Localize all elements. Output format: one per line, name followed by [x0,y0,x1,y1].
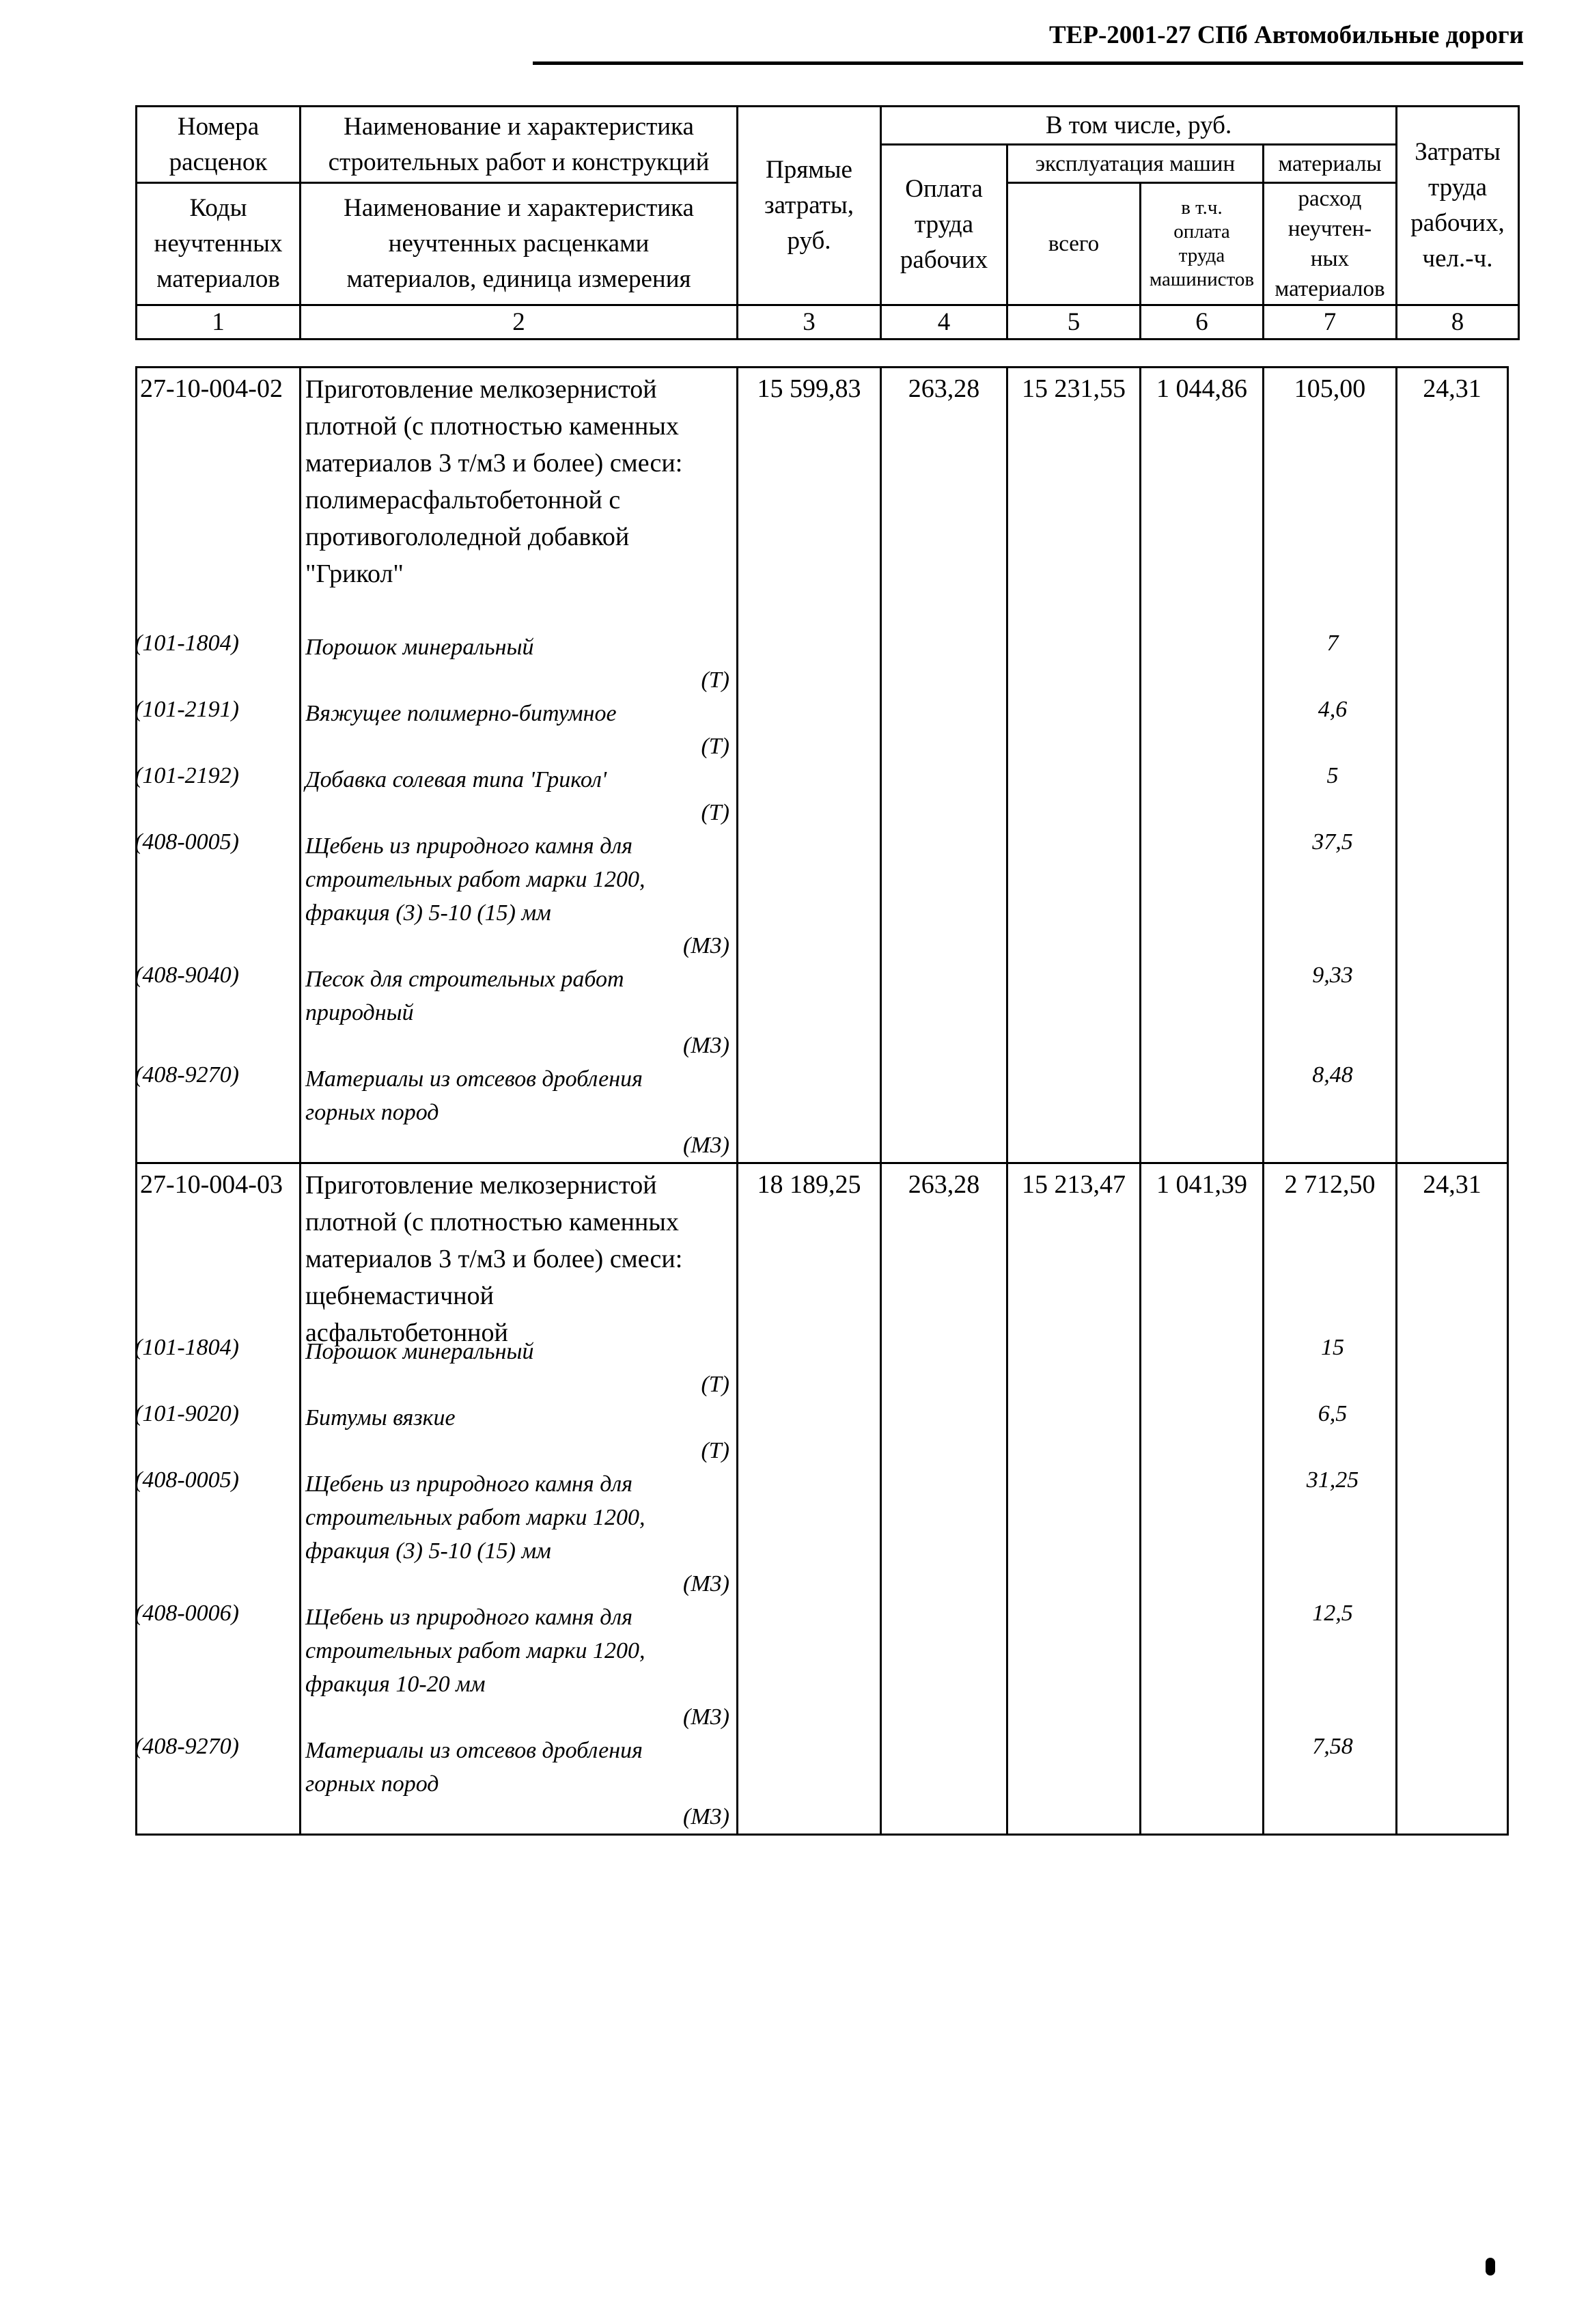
rate-row [137,368,1508,1163]
rate-code: 27-10-004-03 [140,1170,283,1199]
col-rate-number [137,107,301,183]
header-line: рабочих [900,246,988,274]
rate-name-line: Приготовление мелкозернистой [305,1171,657,1200]
header-line: расценок [169,148,268,176]
material-item [135,1335,1344,1401]
material-unit: (М3) [683,933,729,958]
header-line: чел.-ч. [1422,245,1493,273]
machines-total: 15 213,47 [1022,1170,1126,1199]
material-name-line: строительных работ марки 1200, [305,1505,645,1530]
material-item [135,1062,1353,1162]
machinists-pay: 1 041,39 [1156,1170,1247,1199]
col-unaccounted-materials [1264,183,1397,305]
header-line: Затраты [1415,138,1501,166]
rate-name-line: асфальтобетонной [305,1318,508,1347]
material-unit: (Т) [701,1438,729,1463]
material-name-line: Материалы из отсевов дробления [305,1738,643,1763]
material-unit: (М3) [683,1033,729,1058]
col-work-name [301,107,738,183]
material-name-line: Порошок минеральный [305,635,534,660]
material-name-line: строительных работ марки 1200, [305,1638,645,1663]
material-quantity: 7,58 [1312,1734,1353,1759]
labor-hours-cell [1397,1163,1508,1835]
header-line: труда [914,210,974,238]
header-line: машинистов [1149,268,1255,290]
labor-pay-cell [881,368,1007,1163]
header-line: Наименование и характеристика [344,112,694,141]
material-quantity: 5 [1326,763,1339,788]
col-group-including: В том числе, руб. [881,107,1397,145]
machines-total-cell [1007,1163,1141,1835]
header-line: Прямые [766,156,852,184]
direct-costs-cell [738,1163,881,1835]
header-line: строительных работ и конструкций [328,148,710,176]
header-line: Номера [177,112,260,141]
material-name-line: Песок для строительных работ [305,967,624,992]
material-name-line: строительных работ марки 1200, [305,867,645,892]
material-item [135,1467,1359,1601]
header-line: оплата [1173,221,1230,243]
direct-costs-cell [738,368,881,1163]
material-name-line: Добавка солевая типа 'Грикол' [305,767,607,792]
machinists-pay-cell [1141,368,1264,1163]
material-unit: (Т) [701,667,729,693]
header-line: неучтен- [1287,217,1372,241]
header-line: Коды [189,194,247,222]
rate-code: 27-10-004-02 [140,374,283,403]
header-line: в т.ч. [1181,197,1223,219]
material-name-line: фракция (3) 5-10 (15) мм [305,1538,551,1564]
material-item [135,1601,1353,1734]
machines-total: 15 231,55 [1022,374,1126,403]
material-code: (408-9270) [135,1734,239,1759]
col-material-codes [137,183,301,305]
material-name-line: Щебень из природного камня для [305,833,633,859]
labor-pay-cell [881,1163,1007,1835]
material-quantity: 31,25 [1306,1467,1359,1493]
direct-costs: 15 599,83 [757,374,861,403]
header-line: материалов [156,265,280,293]
col-machinists-pay [1141,183,1264,305]
header-line: материалов, единица измерения [346,265,691,293]
labor-hours: 24,31 [1423,374,1481,403]
header-line: затраты, [764,191,854,219]
col-machines-total: всего [1007,183,1141,305]
header-line: рабочих, [1410,209,1505,237]
rate-name-line: "Грикол" [305,559,404,588]
header-line: Оплата [905,175,983,203]
rates-table [135,366,1509,1836]
material-name-line: природный [305,1000,414,1025]
material-code: (408-9270) [135,1062,239,1088]
labor-hours: 24,31 [1423,1170,1481,1199]
col-material-names [301,183,738,305]
material-code: (101-1804) [135,631,239,656]
col-labor-pay [881,145,1007,305]
header-line: неучтенных [154,230,283,258]
material-unit: (М3) [683,1571,729,1596]
title-rule [533,61,1523,65]
labor-pay: 263,28 [908,374,980,403]
material-unit: (Т) [701,1372,729,1397]
col-number: 1 [137,305,301,340]
materials-cost: 105,00 [1294,374,1366,403]
material-item [135,1734,1353,1834]
col-number: 2 [301,305,738,340]
material-code: (408-0005) [135,829,239,855]
material-quantity: 7 [1326,631,1339,656]
material-quantity: 8,48 [1312,1062,1353,1088]
material-code: (101-2191) [135,697,239,722]
material-name-line: Порошок минеральный [305,1339,534,1364]
material-quantity: 4,6 [1318,697,1348,722]
material-name-line: фракция 10-20 мм [305,1672,486,1697]
material-unit: (М3) [683,1804,729,1829]
col-machines: эксплуатация машин [1007,145,1264,183]
material-quantity: 9,33 [1312,963,1353,988]
rate-name-line: материалов 3 т/м3 и более) смеси: [305,1245,683,1273]
material-code: (101-2192) [135,763,239,788]
material-name-line: горных пород [305,1771,439,1797]
header-line: неучтенных расценками [388,230,650,258]
material-quantity: 37,5 [1312,829,1353,855]
header-line: Наименование и характеристика [344,194,694,222]
material-code: (408-0006) [135,1601,239,1626]
materials-cost: 2 712,50 [1284,1170,1376,1199]
material-name-line: Вяжущее полимерно-битумное [305,701,617,726]
material-item [135,631,1339,697]
material-item [135,963,1353,1062]
page-mark [1486,2258,1495,2275]
header-line: материалов [1275,277,1385,301]
rate-name-line: материалов 3 т/м3 и более) смеси: [305,449,683,478]
col-direct-costs [738,107,881,305]
machinists-pay: 1 044,86 [1156,374,1247,403]
material-name-line: Щебень из природного камня для [305,1605,633,1630]
col-number: 7 [1264,305,1397,340]
material-name-line: Щебень из природного камня для [305,1471,633,1497]
material-name-line: горных пород [305,1100,439,1125]
material-code: (408-0005) [135,1467,239,1493]
material-item [135,1401,1348,1467]
col-number: 4 [881,305,1007,340]
header-line: расход [1298,186,1362,211]
rate-name-line: плотной (с плотностью каменных [305,412,679,441]
labor-hours-cell [1397,368,1508,1163]
col-labor-hours [1397,107,1519,305]
material-unit: (М3) [683,1704,729,1730]
material-quantity: 15 [1321,1335,1344,1360]
rate-name-line: полимерасфальтобетонной с [305,486,621,514]
col-number: 8 [1397,305,1519,340]
material-item [135,829,1353,963]
rate-name-block [305,1167,729,1347]
material-unit: (М3) [683,1133,729,1158]
col-number: 6 [1141,305,1264,340]
document-title: ТЕР-2001-27 СПб Автомобильные дороги [1048,21,1524,49]
material-code: (408-9040) [135,963,239,988]
table-header [135,105,1520,340]
material-code: (101-9020) [135,1401,239,1426]
col-number: 5 [1007,305,1141,340]
rate-row [137,1163,1508,1835]
material-unit: (Т) [701,800,729,825]
material-name-line: фракция (3) 5-10 (15) мм [305,900,551,926]
col-materials: материалы [1264,145,1397,183]
col-number: 3 [738,305,881,340]
header-line: руб. [787,227,831,255]
material-name-line: Битумы вязкие [305,1405,456,1430]
machinists-pay-cell [1141,1163,1264,1835]
material-unit: (Т) [701,734,729,759]
rate-name-line: щебнемастичной [305,1282,494,1310]
material-name-line: Материалы из отсевов дробления [305,1066,643,1092]
rate-name-line: Приготовление мелкозернистой [305,375,657,404]
material-quantity: 12,5 [1312,1601,1353,1626]
rate-name-block [305,371,729,617]
labor-pay: 263,28 [908,1170,980,1199]
material-quantity: 6,5 [1318,1401,1348,1426]
header-line: труда [1178,245,1225,266]
header-line: ных [1310,247,1350,271]
machines-total-cell [1007,368,1141,1163]
header-line: труда [1428,174,1488,202]
material-item [135,763,1339,829]
material-item [135,697,1348,763]
material-code: (101-1804) [135,1335,239,1360]
direct-costs: 18 189,25 [757,1170,861,1199]
rate-name-line: плотной (с плотностью каменных [305,1208,679,1236]
rate-name-line: противогололедной добавкой [305,523,630,551]
